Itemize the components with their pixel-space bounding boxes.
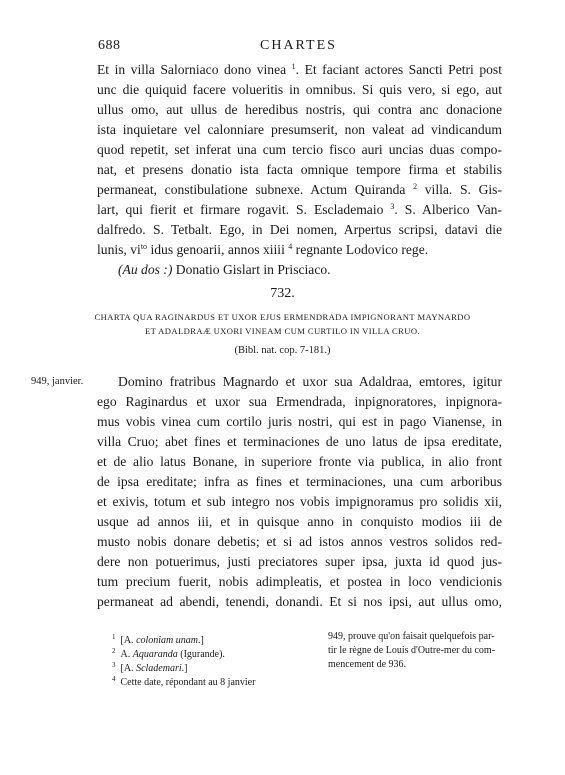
charter-title-line-2: ET ADALDRAÆ UXORI VINEAM CUM CURTILO IN VILLA CRUO. <box>144 326 421 336</box>
body-line: permaneat ad abendi, tenendi, donandi. Et si nos ipsi, aut ullus omo, <box>97 594 502 609</box>
text-line: nat, et presens donatio ista facta omnique tempore firma et stabilis <box>97 162 502 177</box>
text-line: ista inquietare vel calonniare presumserit, non valeat ad vindicandum <box>97 122 502 137</box>
body-line: de ipsa ereditate; infra as fines et terminaciones, una cum arboribus <box>97 474 502 489</box>
body-line: tum precium fuerit, nobis adimpleatis, et postea in loco vendicionis <box>97 574 502 589</box>
footnote-4: $^4$ Cette date, répondant au 8 janvier <box>112 675 256 688</box>
text-line: permaneat, constibulatione subnexe. Actum Quiranda $^2$ villa. S. Gis- <box>97 182 503 197</box>
body-line: usque ad annos iii, et in quisque anno in conquisto modios iii de <box>97 514 502 529</box>
text-line: unc die quiquid facere volueritis in omnibus. Si quis vero, si ego, aut <box>97 82 502 97</box>
text-line: quod repetit, set inferat una cum tercio fisco auri uncias duas compo- <box>97 142 502 157</box>
text-line: ullus omo, aut ullus de heredibus nostris, qui contra anc donacione <box>97 102 502 117</box>
footnote-1: $^1$ [A. coloniam unam.] <box>112 633 204 646</box>
footnote-ref: 3 <box>390 202 395 211</box>
body-line: dere non potuerimus, justi preciatores super ipsa, juxta id quod jus- <box>97 554 502 569</box>
body-line: musto nobis donare debetis; et si ad istos annos vestros solidos red- <box>97 534 502 549</box>
footnote-ref: 4 <box>288 242 293 251</box>
footnote-ref: 1 <box>291 62 296 71</box>
footnote-ref: 2 <box>413 182 418 191</box>
text-line: dalfredo. S. Tetbalt. Ego, in Dei nomen, Arpertus scripsi, datavi die <box>97 222 502 237</box>
dorse-label: (Au dos :) <box>118 262 173 277</box>
page-number: 688 <box>98 38 121 53</box>
text-line: lart, qui fierit et firmare rogavit. S. Esclademaio $^3$. S. Alberico Van- <box>97 202 502 217</box>
body-line: villa Cruo; abet fines et terminaciones de uno latus de ipsa ereditate, <box>97 434 502 449</box>
charter-number: 732. <box>270 286 295 301</box>
charter-title-line-1: CHARTA QUA RAGINARDUS ET UXOR EJUS ERMENDRADA IMPIGNORANT MAYNARDO <box>94 312 471 322</box>
footnote-2: $^2$ A. Aquaranda (Igurande). <box>112 647 225 660</box>
margin-date: 949, janvier. <box>31 376 84 387</box>
footnote-4-continued: mencement de 936. <box>328 659 407 670</box>
running-title: CHARTES <box>260 38 337 53</box>
body-line: mus vobis vinea cum cortilo juris nostri, qui est in pago Vianense, in <box>97 414 502 429</box>
body-line: Domino fratribus Magnardo et uxor sua Adaldraa, emtores, igitur <box>118 374 502 389</box>
body-line: et de alio latus Bonane, in superiore fronte via publica, in alio front <box>97 454 502 469</box>
body-line: et exivis, totum et sub integro nos vobis impignoramus pro solidis xii, <box>97 494 502 509</box>
dorse-note: (Au dos :) Donatio Gislart in Prisciaco. <box>118 262 331 277</box>
body-line: ego Raginardus et uxor sua Ermendrada, inpignoratores, inpignora- <box>97 394 502 409</box>
text-line: lunis, $vi^{to}$ idus genoarii, annos xiiii $^4$ regnante Lodovico rege. <box>97 242 429 257</box>
footnote-4-continued: 949, prouve qu'on faisait quelquefois par- <box>328 631 495 642</box>
text-line: Et in villa Salorniaco dono vinea $^1$. Et faciant actores Sancti Petri post <box>97 62 502 77</box>
source-reference: (Bibl. nat. cop. 7-181.) <box>234 345 331 356</box>
footnote-3: $^3$ [A. Sclademari.] <box>112 661 188 674</box>
footnote-4-continued: tir le règne de Louis d'Outre-mer du com- <box>328 645 496 656</box>
